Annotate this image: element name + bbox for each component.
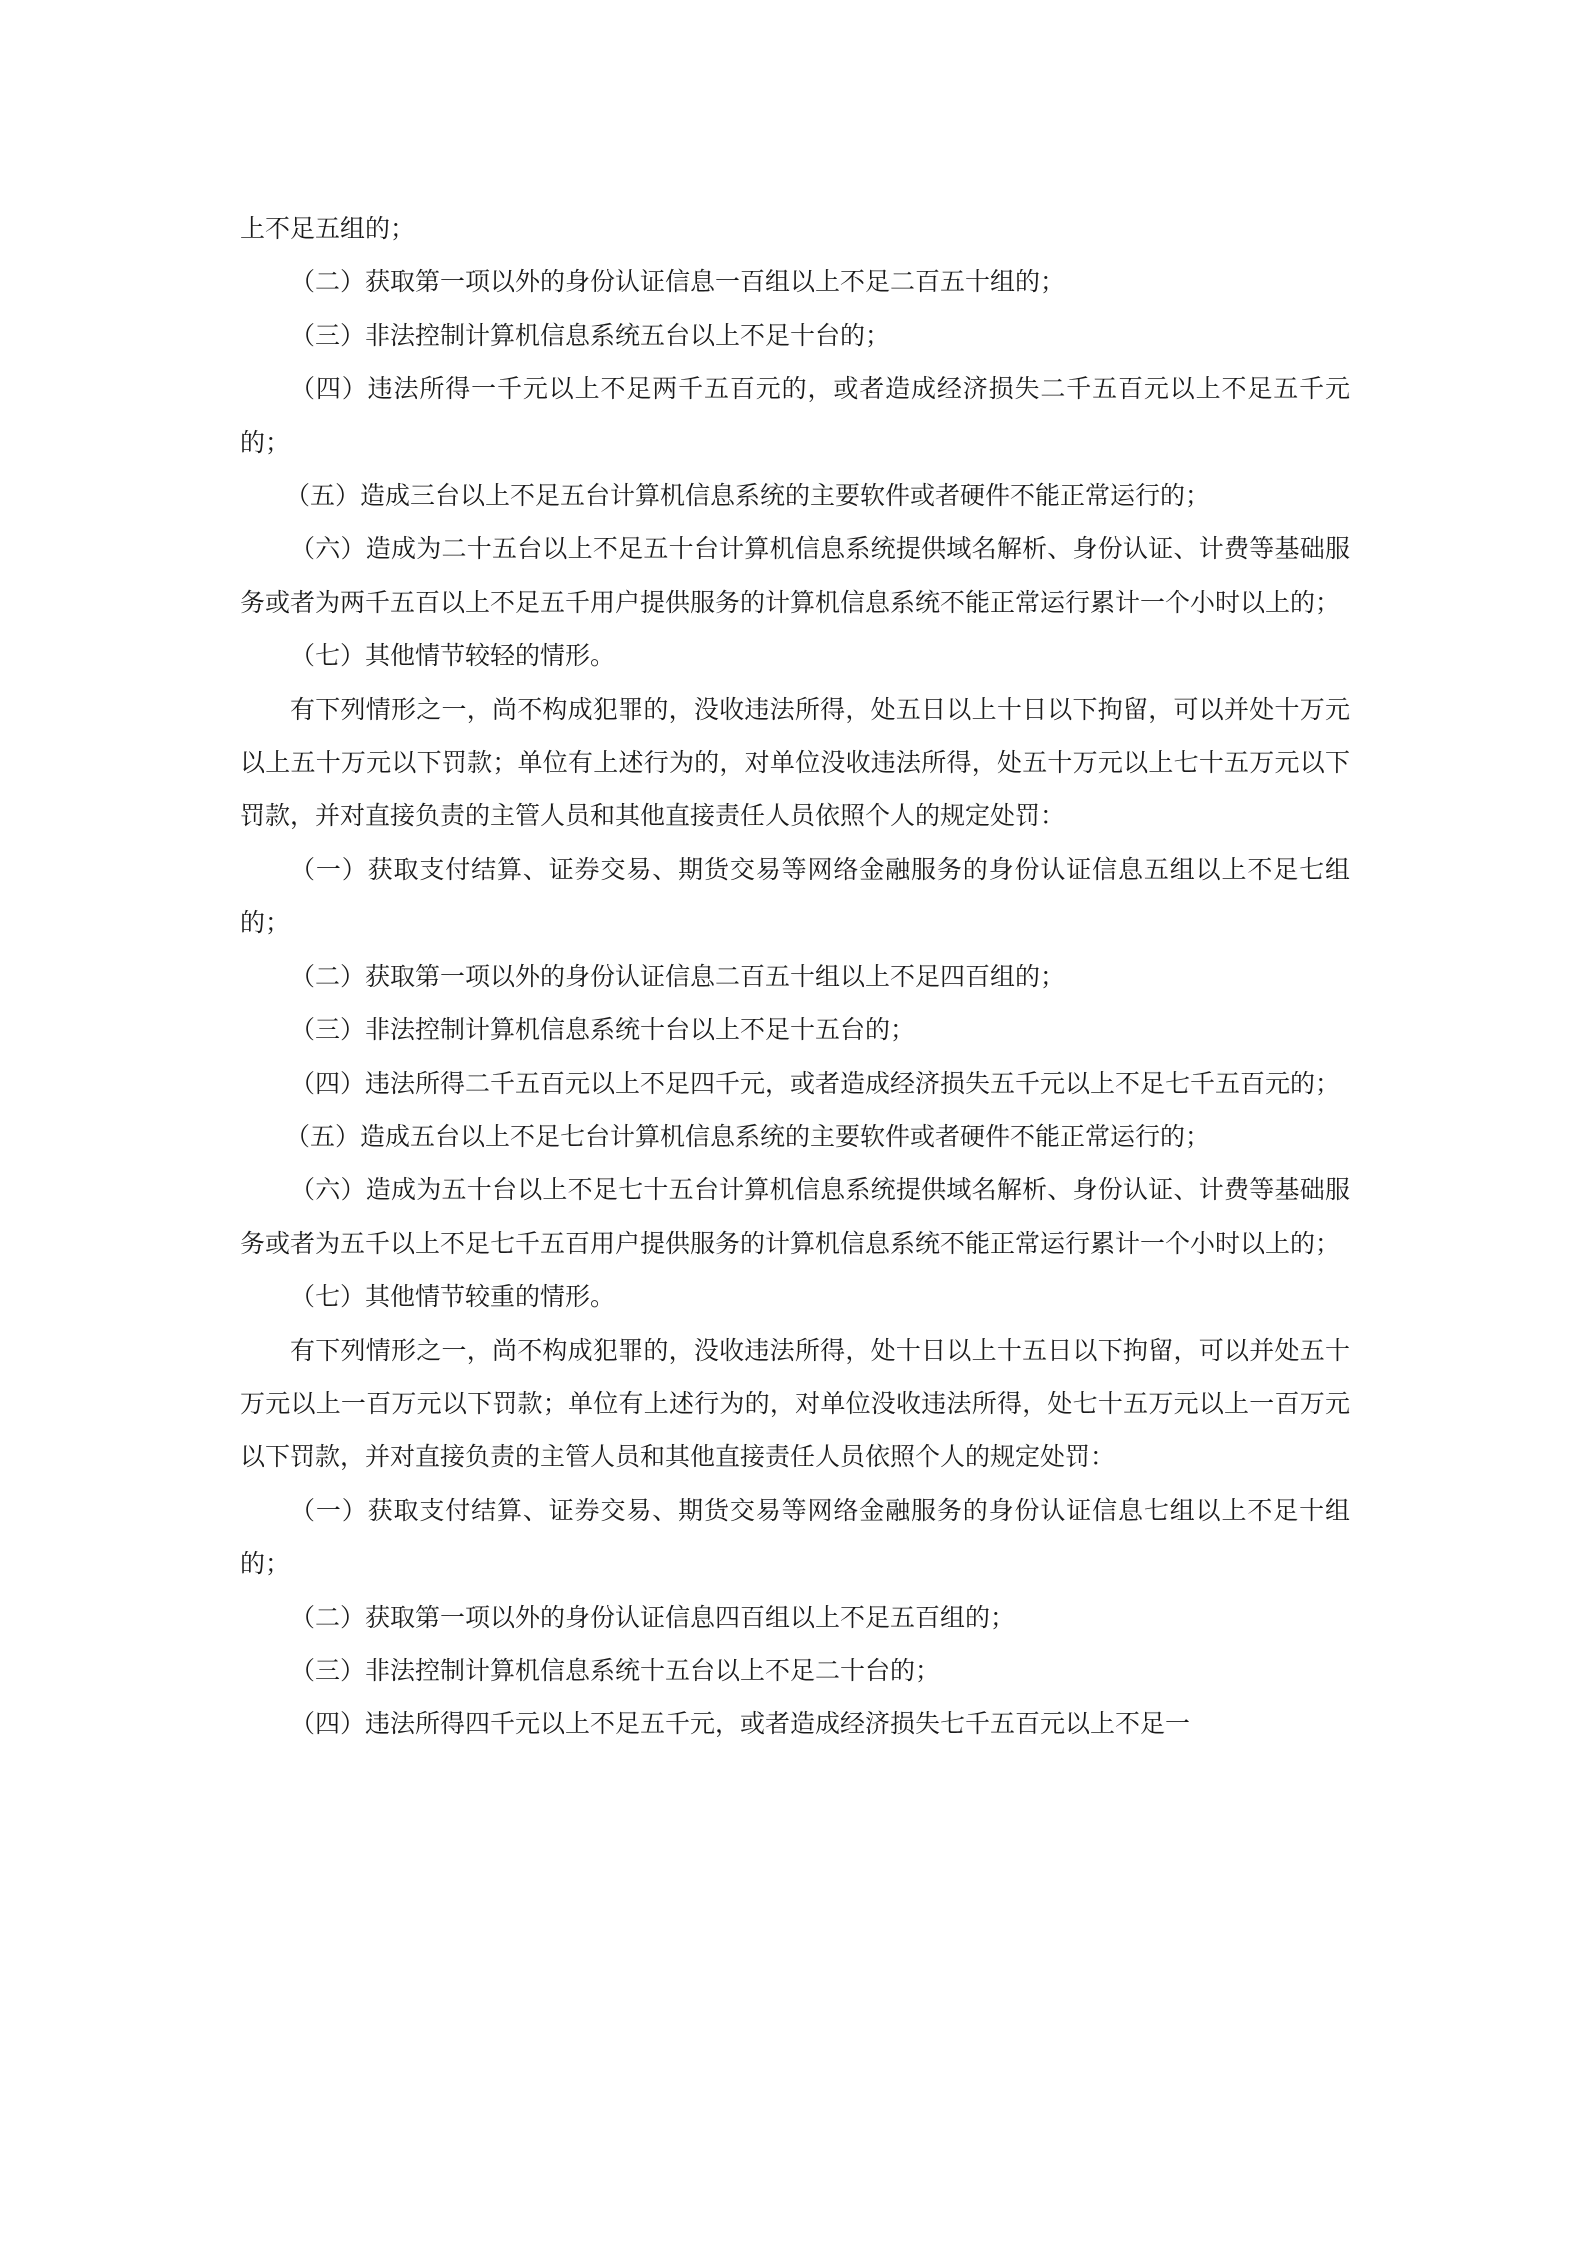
clause-7: （七）其他情节较重的情形。 (290, 1282, 616, 1312)
clause-2: （二）获取第一项以外的身份认证信息四百组以上不足五百组的； (290, 1602, 1016, 1632)
penalty-paragraph: 有下列情形之一，尚不构成犯罪的，没收违法所得，处五日以上十日以下拘留，可以并处十万元以上五十万元以下罚款；单位有上述行为的，对单位没收违法所得，处五十万元以上七十五万元以下罚款，并对直接负责的主管人员和其他直接责任人员依照个人的规定处罚： (240, 694, 1350, 831)
clause-4: （四）违法所得四千元以上不足五千元，或者造成经济损失七千五百元以上不足一 (290, 1709, 1191, 1739)
clause-3: （三）非法控制计算机信息系统十五台以上不足二十台的； (290, 1655, 941, 1685)
clause-7: （七）其他情节较轻的情形。 (290, 641, 616, 671)
clause-1: （一）获取支付结算、证券交易、期货交易等网络金融服务的身份认证信息七组以上不足十组的； (240, 1495, 1350, 1579)
clause-1: （一）获取支付结算、证券交易、期货交易等网络金融服务的身份认证信息五组以上不足七组的； (240, 854, 1350, 938)
document-body (240, 202, 1350, 1751)
clause-3: （三）非法控制计算机信息系统五台以上不足十台的； (290, 320, 891, 350)
clause-2: （二）获取第一项以外的身份认证信息二百五十组以上不足四百组的； (290, 961, 1066, 991)
clause-6: （六）造成为二十五台以上不足五十台计算机信息系统提供域名解析、身份认证、计费等基础服务或者为两千五百以上不足五千用户提供服务的计算机信息系统不能正常运行累计一个小时以上的； (240, 534, 1350, 617)
clause-2: （二）获取第一项以外的身份认证信息一百组以上不足二百五十组的； (290, 267, 1066, 297)
penalty-paragraph: 有下列情形之一，尚不构成犯罪的，没收违法所得，处十日以上十五日以下拘留，可以并处五十万元以上一百万元以下罚款；单位有上述行为的，对单位没收违法所得，处七十五万元以上一百万元以下罚款，并对直接负责的主管人员和其他直接责任人员依照个人的规定处罚： (240, 1335, 1350, 1472)
clause-6: （六）造成为五十台以上不足七十五台计算机信息系统提供域名解析、身份认证、计费等基础服务或者为五千以上不足七千五百用户提供服务的计算机信息系统不能正常运行累计一个小时以上的； (240, 1175, 1350, 1258)
clause-4: （四）违法所得二千五百元以上不足四千元，或者造成经济损失五千元以上不足七千五百元的； (290, 1068, 1341, 1098)
clause-4: （四）违法所得一千元以上不足两千五百元的，或者造成经济损失二千五百元以上不足五千元的； (240, 374, 1350, 457)
clause-5: （五）造成三台以上不足五台计算机信息系统的主要软件或者硬件不能正常运行的； (285, 481, 1211, 511)
clause-3: （三）非法控制计算机信息系统十台以上不足十五台的； (290, 1015, 916, 1045)
paragraph-continuation: 上不足五组的； (240, 214, 416, 243)
clause-5: （五）造成五台以上不足七台计算机信息系统的主要软件或者硬件不能正常运行的； (285, 1121, 1211, 1151)
